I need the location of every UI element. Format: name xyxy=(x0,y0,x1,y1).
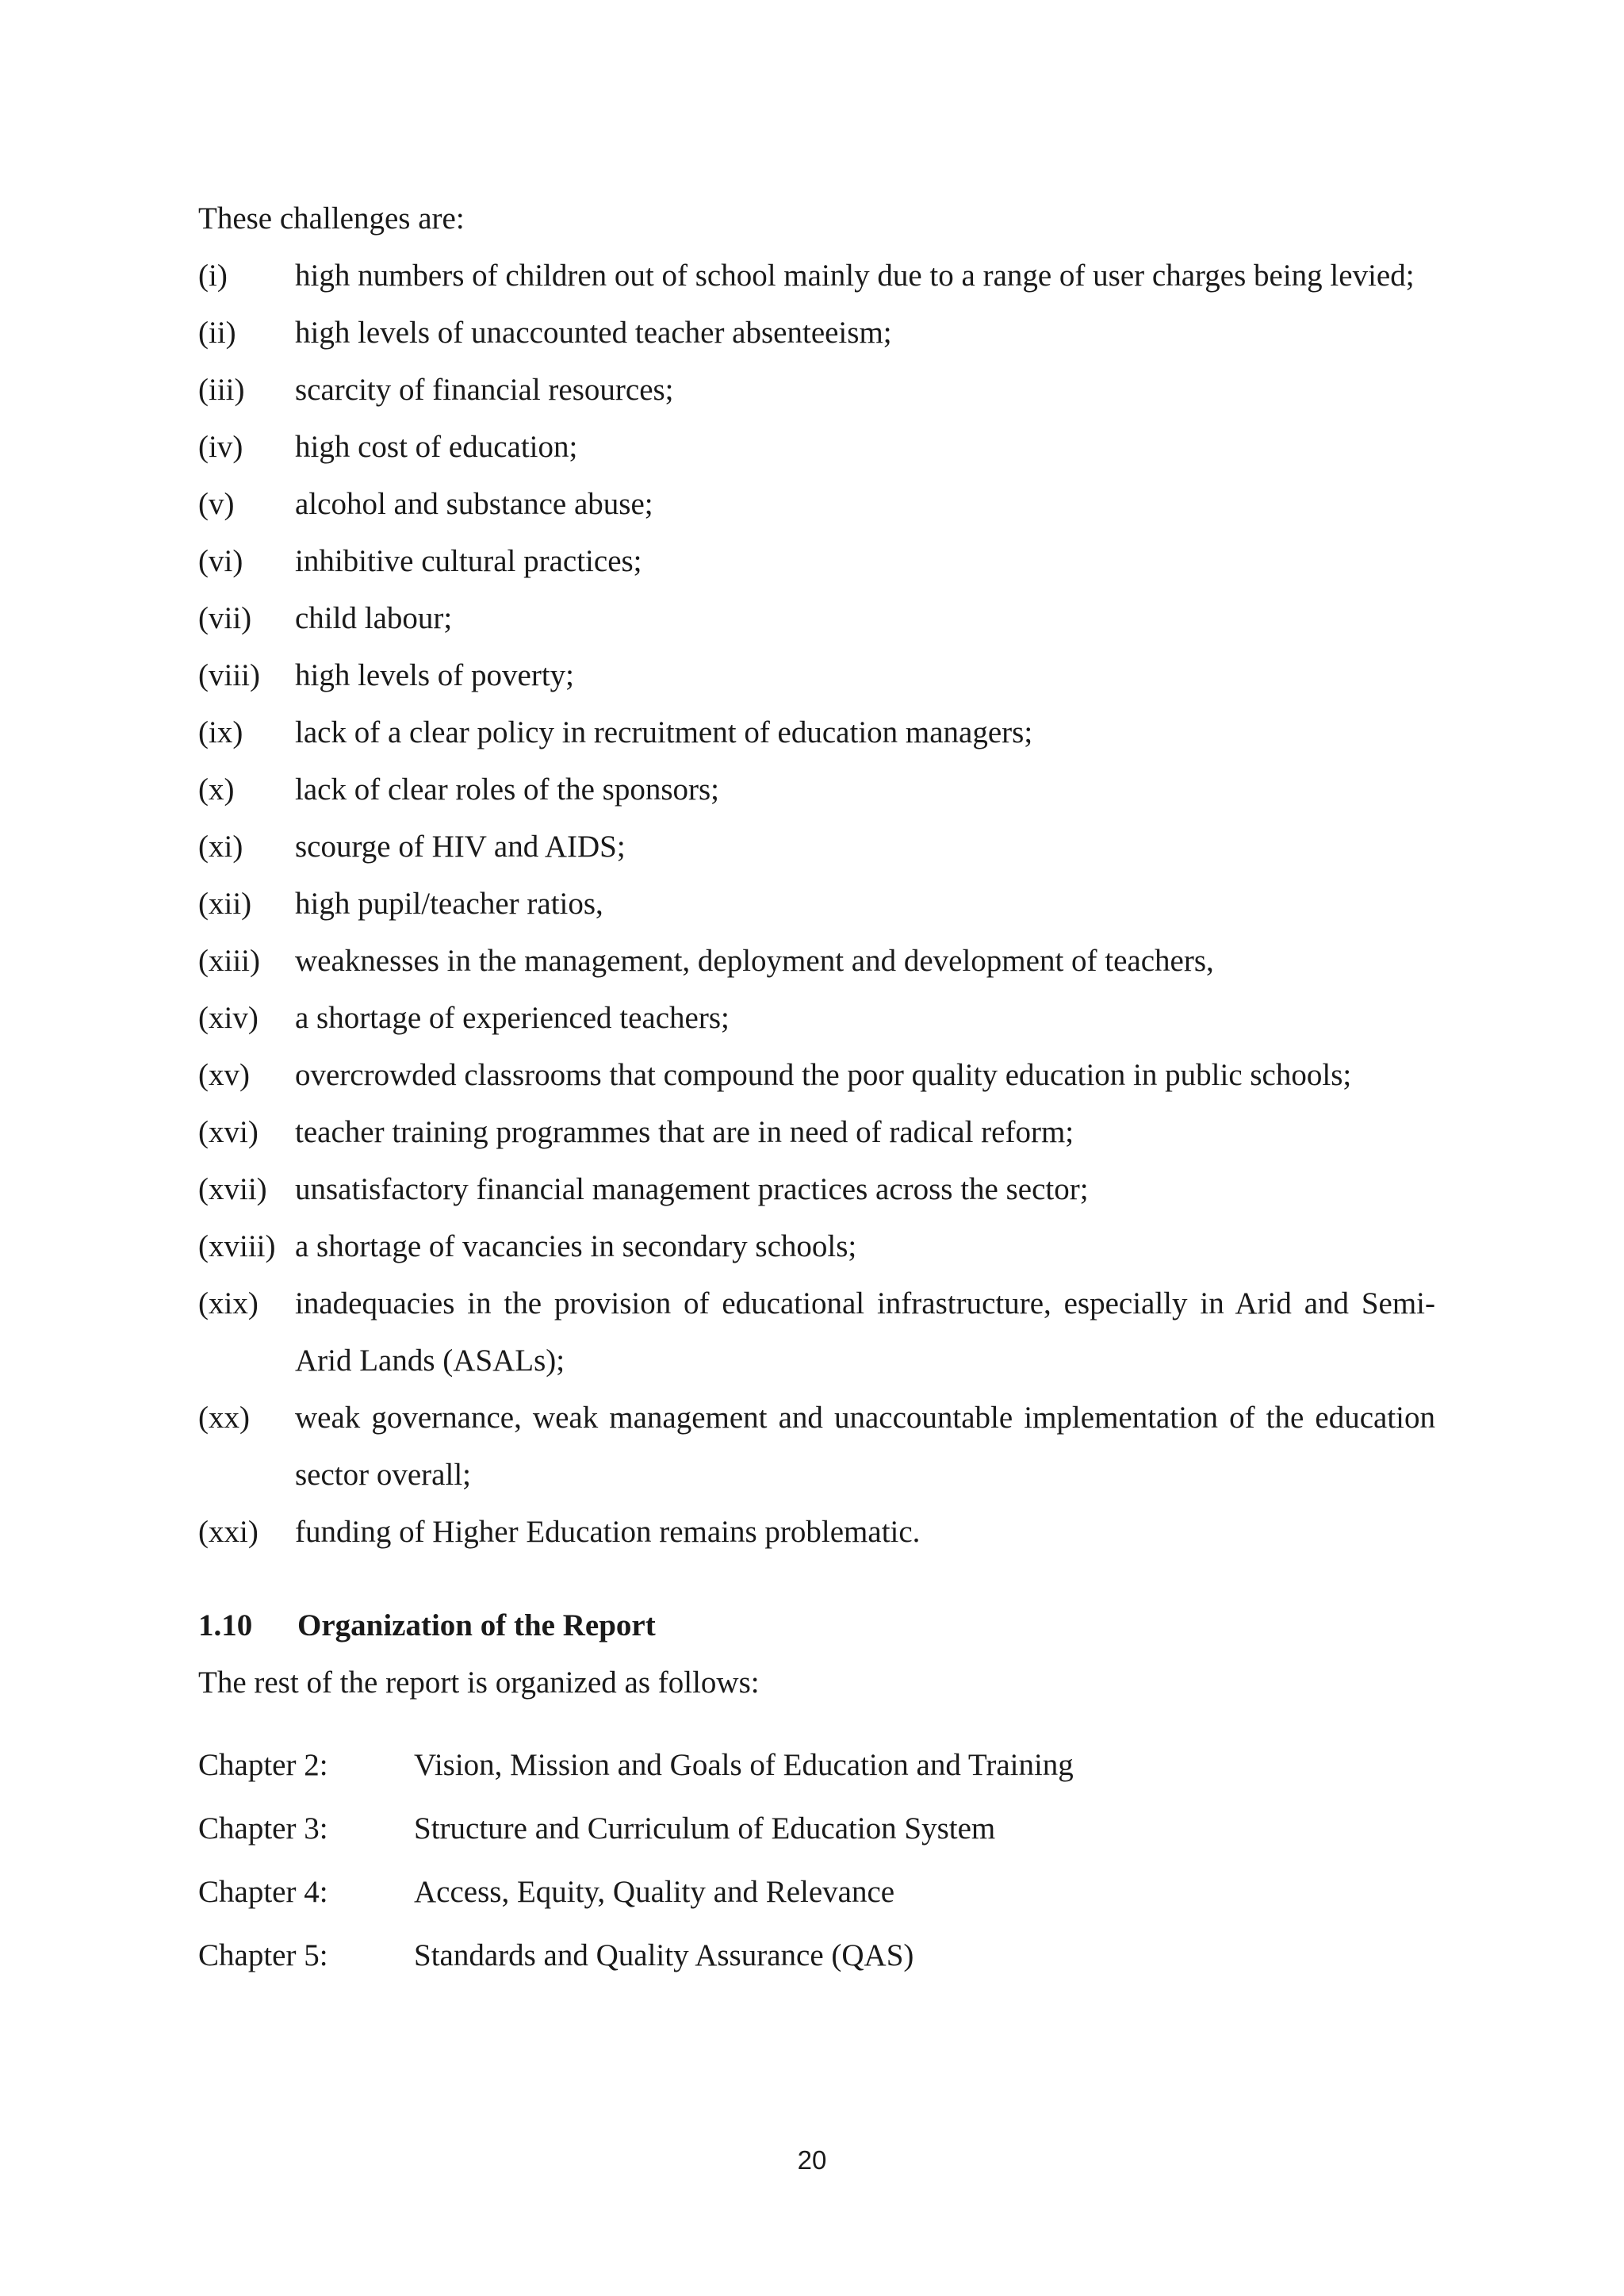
chapter-title: Structure and Curriculum of Education System xyxy=(414,1811,996,1846)
section-intro: The rest of the report is organized as follows: xyxy=(198,1665,760,1700)
chapter-item xyxy=(198,1734,1435,1797)
list-item-number: (i) xyxy=(198,259,228,293)
list-item-text: a shortage of vacancies in secondary schools; xyxy=(295,1229,857,1263)
list-item xyxy=(198,1218,1435,1275)
list-item xyxy=(198,933,1435,990)
list-item-text: a shortage of experienced teachers; xyxy=(295,1001,730,1035)
list-item-number: (xi) xyxy=(198,830,243,864)
chapter-label: Chapter 5: xyxy=(198,1938,328,1972)
list-item-number: (vi) xyxy=(198,544,243,578)
section-title: Organization of the Report xyxy=(297,1608,656,1642)
list-item-text: child labour; xyxy=(295,601,453,635)
list-item-text: unsatisfactory financial management practices across the sector; xyxy=(295,1172,1089,1206)
list-item-text: high cost of education; xyxy=(295,430,578,464)
list-item-text: weak governance, weak management and unaccountable implementation of the education sector overall; xyxy=(295,1401,1435,1492)
page-number: 20 xyxy=(797,2145,827,2175)
intro-text: These challenges are: xyxy=(198,201,465,236)
list-item-text: inadequacies in the provision of educational infrastructure, especially in Arid and Semi-Arid Lands (ASALs); xyxy=(295,1286,1435,1378)
list-item-number: (iii) xyxy=(198,373,245,407)
chapter-title: Standards and Quality Assurance (QAS) xyxy=(414,1938,914,1972)
list-item-text: high pupil/teacher ratios, xyxy=(295,887,603,921)
list-item-number: (xvi) xyxy=(198,1115,259,1149)
challenges-list xyxy=(198,247,1435,1561)
list-item-text: high levels of unaccounted teacher absenteeism; xyxy=(295,316,892,350)
list-item-number: (xx) xyxy=(198,1401,250,1435)
chapter-item xyxy=(198,1797,1435,1861)
chapter-title: Vision, Mission and Goals of Education and Training xyxy=(414,1748,1074,1782)
list-item xyxy=(198,590,1435,647)
list-item-text: overcrowded classrooms that compound the poor quality education in public schools; xyxy=(295,1058,1352,1092)
list-item xyxy=(198,533,1435,590)
list-item-number: (viii) xyxy=(198,658,260,692)
section-number: 1.10 xyxy=(198,1608,253,1642)
list-item xyxy=(198,990,1435,1047)
list-item-text: inhibitive cultural practices; xyxy=(295,544,642,578)
list-item-text: lack of a clear policy in recruitment of education managers; xyxy=(295,715,1033,749)
list-item-text: scourge of HIV and AIDS; xyxy=(295,830,626,864)
section-heading xyxy=(198,1597,1435,1654)
list-item-number: (xiii) xyxy=(198,944,260,978)
document-page xyxy=(198,190,1435,1987)
list-item-text: teacher training programmes that are in need of radical reform; xyxy=(295,1115,1074,1149)
list-item xyxy=(198,876,1435,933)
list-item xyxy=(198,1504,1435,1561)
list-item xyxy=(198,1275,1435,1389)
list-item-number: (xv) xyxy=(198,1058,250,1092)
list-item xyxy=(198,476,1435,533)
chapter-item xyxy=(198,1924,1435,1987)
list-item-text: scarcity of financial resources; xyxy=(295,373,674,407)
list-item-number: (xvii) xyxy=(198,1172,267,1206)
list-item xyxy=(198,761,1435,818)
list-item-number: (vii) xyxy=(198,601,252,635)
list-item-number: (xiv) xyxy=(198,1001,259,1035)
list-item-number: (xxi) xyxy=(198,1515,259,1549)
list-item-number: (ix) xyxy=(198,715,243,749)
chapter-title: Access, Equity, Quality and Relevance xyxy=(414,1875,895,1909)
list-item-number: (x) xyxy=(198,772,235,807)
chapter-list xyxy=(198,1734,1435,1987)
chapter-item xyxy=(198,1861,1435,1924)
list-item-number: (xviii) xyxy=(198,1229,276,1263)
list-item xyxy=(198,1161,1435,1218)
list-item-number: (ii) xyxy=(198,316,236,350)
list-item xyxy=(198,419,1435,476)
list-item-text: high numbers of children out of school mainly due to a range of user charges being levied; xyxy=(295,259,1415,293)
list-item-number: (xix) xyxy=(198,1286,259,1320)
list-item-number: (xii) xyxy=(198,887,252,921)
list-item xyxy=(198,362,1435,419)
list-item xyxy=(198,305,1435,362)
list-item-text: weaknesses in the management, deployment and development of teachers, xyxy=(295,944,1214,978)
list-item-number: (v) xyxy=(198,487,235,521)
list-item-text: high levels of poverty; xyxy=(295,658,575,692)
chapter-label: Chapter 4: xyxy=(198,1875,328,1909)
list-item xyxy=(198,818,1435,876)
list-item-text: lack of clear roles of the sponsors; xyxy=(295,772,719,807)
list-item xyxy=(198,1104,1435,1161)
list-item xyxy=(198,704,1435,761)
list-item xyxy=(198,1047,1435,1104)
chapter-label: Chapter 3: xyxy=(198,1811,328,1846)
list-item-text: alcohol and substance abuse; xyxy=(295,487,653,521)
list-item xyxy=(198,247,1435,305)
list-item-text: funding of Higher Education remains problematic. xyxy=(295,1515,921,1549)
list-item-number: (iv) xyxy=(198,430,243,464)
list-item xyxy=(198,1389,1435,1504)
chapter-label: Chapter 2: xyxy=(198,1748,328,1782)
list-item xyxy=(198,647,1435,704)
